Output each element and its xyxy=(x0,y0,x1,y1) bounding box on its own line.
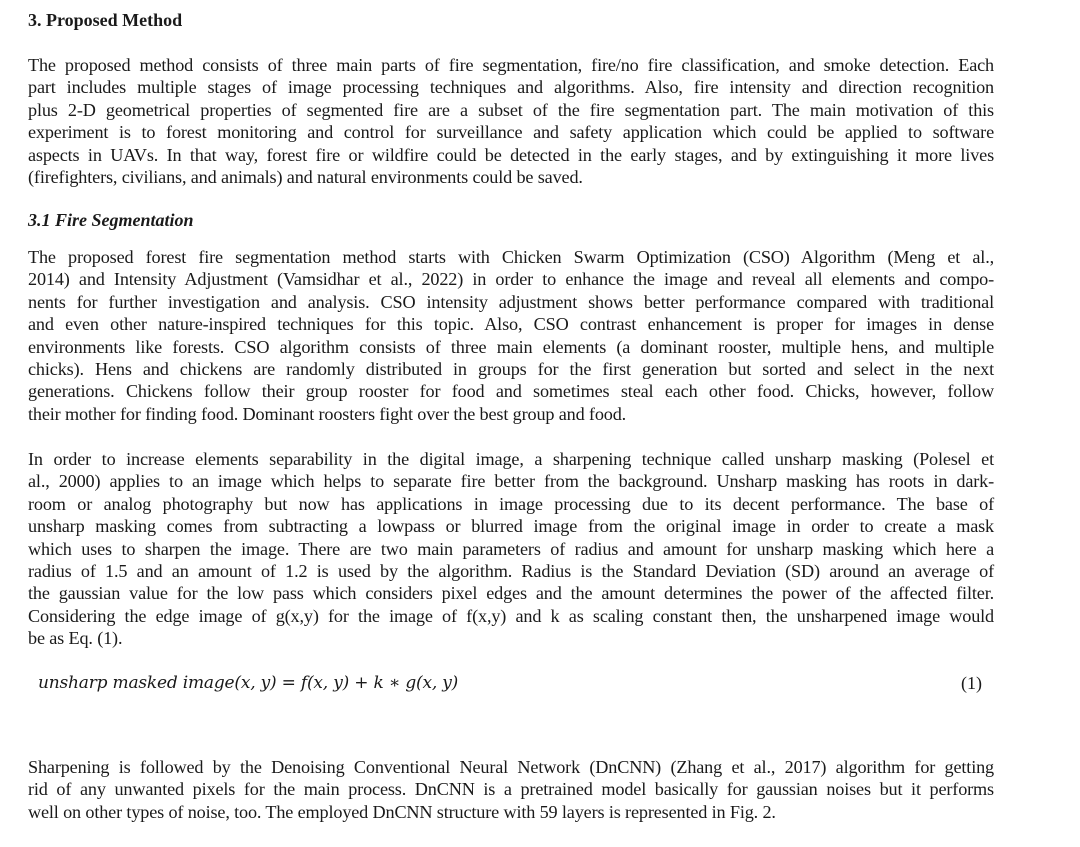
text-line: room or analog photography but now has applications in image processing due to its decent performance. The base of xyxy=(28,493,994,514)
text-line: their mother for finding food. Dominant roosters fight over the best group and food. xyxy=(28,403,627,424)
text-line: nents for further investigation and analysis. CSO intensity adjustment shows better performance compared with traditional xyxy=(28,291,994,312)
text-line: The proposed forest fire segmentation method starts with Chicken Swarm Optimization (CSO) Algorithm (Meng et al., xyxy=(28,247,994,267)
text-line: well on other types of noise, too. The employed DnCNN structure with 59 layers is represented in Fig. 2. xyxy=(28,801,776,822)
text-line: generations. Chickens follow their group rooster for food and sometimes steal each other food. Chicks, however, follow xyxy=(28,381,994,402)
text-line: radius of 1.5 and an amount of 1.2 is used by the algorithm. Radius is the Standard Deviation (SD) around an average of xyxy=(28,561,994,582)
text-line: experiment is to forest monitoring and control for surveillance and safety application which could be applied to software xyxy=(28,122,994,143)
equation-1 xyxy=(38,670,994,696)
text-line: which uses to sharpen the image. There are two main parameters of radius and amount for unsharp masking which here a xyxy=(28,538,994,559)
text-line: Sharpening is followed by the Denoising Conventional Neural Network (DnCNN) (Zhang et al., 2017) algorithm for getting xyxy=(28,757,994,777)
subsection-heading: 3.1 Fire Segmentation xyxy=(28,210,194,230)
text-line: In order to increase elements separability in the digital image, a sharpening technique called unsharp masking (Polesel et xyxy=(28,449,994,469)
text-line: chicks). Hens and chickens are randomly distributed in groups for the first generation but sorted and select in the next xyxy=(28,359,994,380)
text-line: The proposed method consists of three main parts of fire segmentation, fire/no fire classification, and smoke detection. Each xyxy=(28,55,994,75)
text-line: al., 2000) applies to an image which helps to separate fire better from the background. Unsharp masking has roots in dark- xyxy=(28,471,994,492)
equation-number: (1) xyxy=(961,673,982,693)
text-line: and even other nature-inspired techniques for this topic. Also, CSO contrast enhancement is proper for images in dense xyxy=(28,314,994,335)
text-line: (firefighters, civilians, and animals) and natural environments could be saved. xyxy=(28,167,583,188)
text-line: the gaussian value for the low pass which considers pixel edges and the amount determines the power of the affected filter. xyxy=(28,583,994,604)
text-line: plus 2-D geometrical properties of segmented fire are a subset of the fire segmentation part. The main motivation of this xyxy=(28,99,994,120)
cso-paragraph xyxy=(28,246,994,425)
equation-expression: unsharp masked image(x, y) = f(x, y) + k ∗ g(x, y) xyxy=(38,673,459,693)
text-line: part includes multiple stages of image processing techniques and algorithms. Also, fire intensity and direction recognition xyxy=(28,77,994,98)
text-line: rid of any unwanted pixels for the main process. DnCNN is a pretrained model basically for gaussian noises but it performs xyxy=(28,779,994,800)
text-line: Considering the edge image of g(x,y) for the image of f(x,y) and k as scaling constant then, the unsharpened image would xyxy=(28,605,994,626)
text-line: aspects in UAVs. In that way, forest fire or wildfire could be detected in the early stages, and by extinguishing it more lives xyxy=(28,144,994,165)
text-line: environments like forests. CSO algorithm consists of three main elements (a dominant rooster, multiple hens, and multiple xyxy=(28,336,994,357)
section-heading: 3. Proposed Method xyxy=(28,10,183,30)
text-line: 2014) and Intensity Adjustment (Vamsidhar et al., 2022) in order to enhance the image and reveal all elements and compo- xyxy=(28,269,994,290)
section-intro-paragraph xyxy=(28,54,994,188)
unsharp-masking-paragraph xyxy=(28,448,994,650)
text-line: unsharp masking comes from subtracting a lowpass or blurred image from the original image in order to create a mask xyxy=(28,516,994,537)
text-line: be as Eq. (1). xyxy=(28,628,123,649)
dncnn-paragraph xyxy=(28,756,994,823)
